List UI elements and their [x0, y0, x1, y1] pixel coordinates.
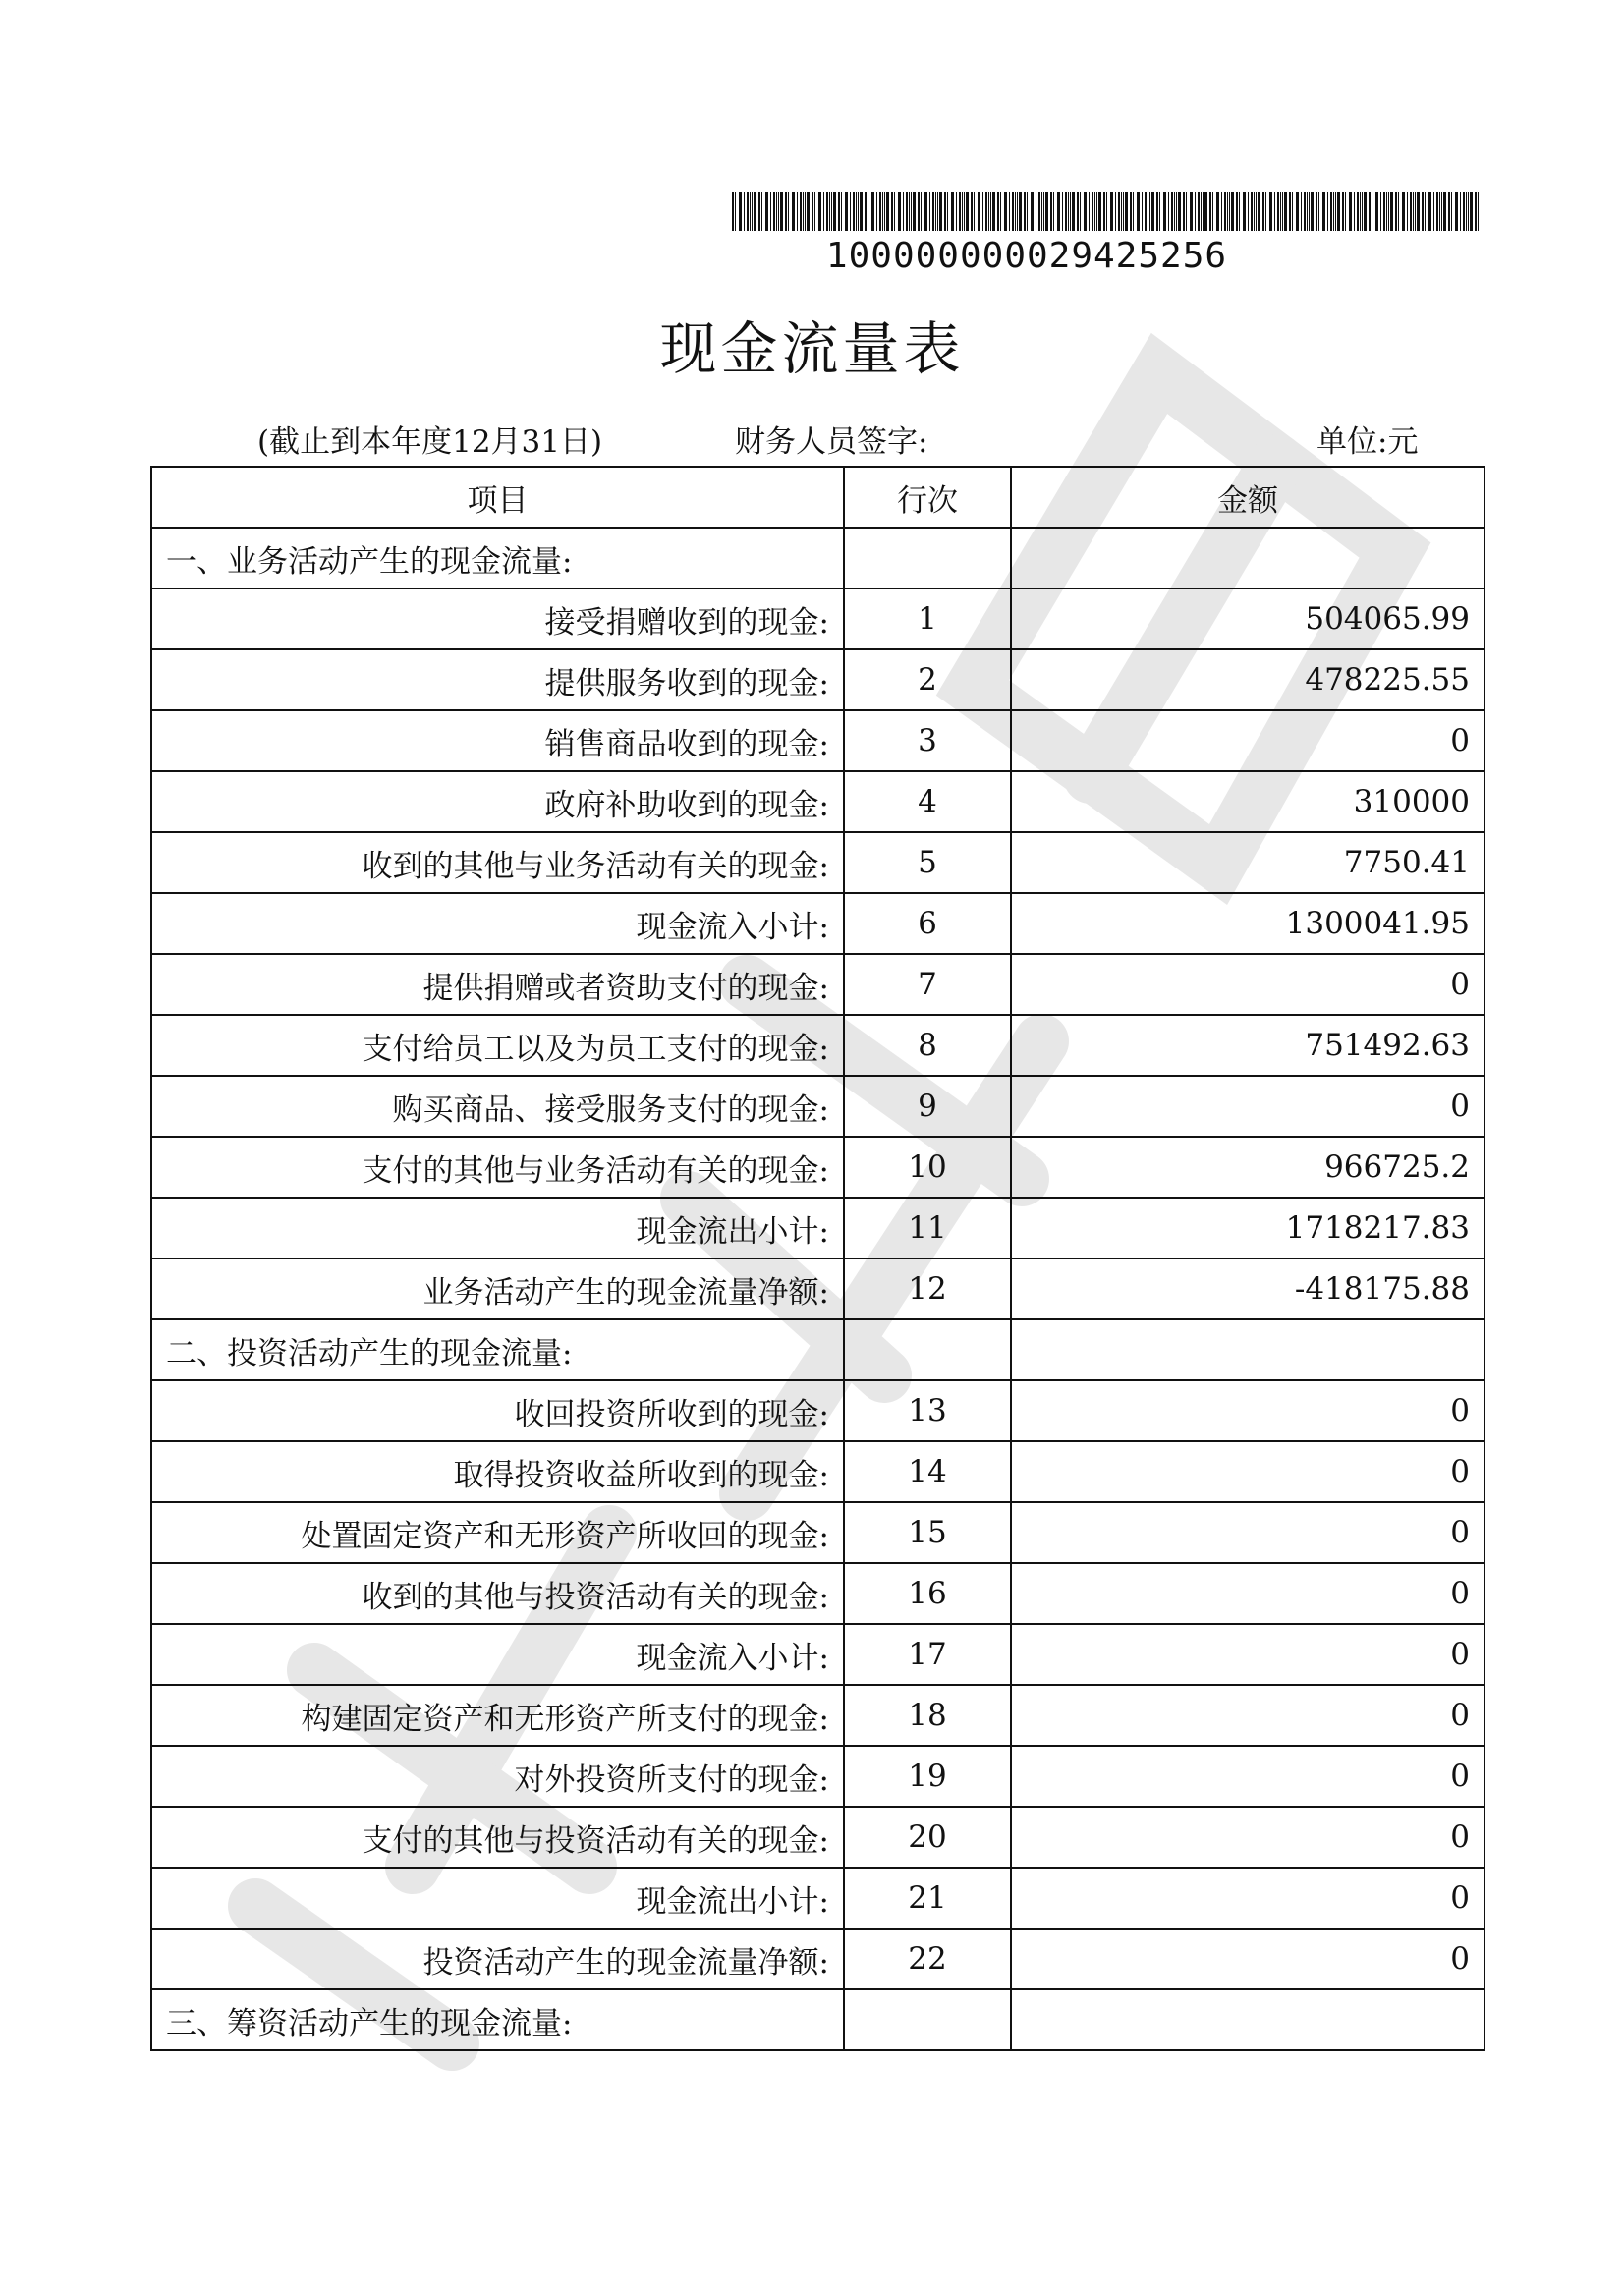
row-line-number: 19: [844, 1746, 1011, 1807]
row-line-number: 11: [844, 1198, 1011, 1259]
row-line-number: 16: [844, 1563, 1011, 1624]
row-item: 对外投资所支付的现金:: [151, 1746, 844, 1807]
row-line-number: 7: [844, 954, 1011, 1015]
row-line-number: 14: [844, 1441, 1011, 1502]
row-line-number: 20: [844, 1807, 1011, 1868]
row-amount: 0: [1011, 1441, 1484, 1502]
row-item: 二、投资活动产生的现金流量:: [151, 1319, 844, 1380]
signer-label: 财务人员签字:: [735, 424, 928, 460]
table-row: [151, 771, 1484, 832]
row-line-number: [844, 1319, 1011, 1380]
row-line-number: 8: [844, 1015, 1011, 1076]
row-item: 支付的其他与业务活动有关的现金:: [151, 1137, 844, 1198]
row-item: 销售商品收到的现金:: [151, 710, 844, 771]
row-item: 政府补助收到的现金:: [151, 771, 844, 832]
row-item: 收到的其他与投资活动有关的现金:: [151, 1563, 844, 1624]
barcode: [732, 192, 1484, 231]
row-amount: 7750.41: [1011, 832, 1484, 893]
row-amount: 1718217.83: [1011, 1198, 1484, 1259]
row-amount: 0: [1011, 1807, 1484, 1868]
row-item: 提供捐赠或者资助支付的现金:: [151, 954, 844, 1015]
row-item: 收回投资所收到的现金:: [151, 1380, 844, 1441]
row-amount: 0: [1011, 710, 1484, 771]
row-amount: [1011, 528, 1484, 588]
row-line-number: 5: [844, 832, 1011, 893]
row-amount: 0: [1011, 1929, 1484, 1989]
row-amount: 0: [1011, 1563, 1484, 1624]
row-amount: 310000: [1011, 771, 1484, 832]
table-row: [151, 710, 1484, 771]
table-row: [151, 1624, 1484, 1685]
table-row: [151, 1685, 1484, 1746]
row-line-number: 1: [844, 588, 1011, 649]
row-amount: 478225.55: [1011, 649, 1484, 710]
barcode-number: 100000000029425256: [825, 236, 1228, 276]
row-amount: 751492.63: [1011, 1015, 1484, 1076]
table-row: [151, 1563, 1484, 1624]
row-item: 现金流入小计:: [151, 893, 844, 954]
table-row: [151, 1929, 1484, 1989]
table-row: [151, 1015, 1484, 1076]
row-line-number: 4: [844, 771, 1011, 832]
row-amount: 0: [1011, 1868, 1484, 1929]
row-item: 购买商品、接受服务支付的现金:: [151, 1076, 844, 1137]
column-header-line: 行次: [844, 467, 1011, 528]
row-item: 三、筹资活动产生的现金流量:: [151, 1989, 844, 2050]
column-header-amount: 金额: [1011, 467, 1484, 528]
row-item: 收到的其他与业务活动有关的现金:: [151, 832, 844, 893]
table-row: [151, 1198, 1484, 1259]
row-item: 业务活动产生的现金流量净额:: [151, 1259, 844, 1319]
row-item: 现金流出小计:: [151, 1868, 844, 1929]
row-amount: 966725.2: [1011, 1137, 1484, 1198]
row-line-number: 17: [844, 1624, 1011, 1685]
row-amount: 0: [1011, 1685, 1484, 1746]
row-line-number: 13: [844, 1380, 1011, 1441]
row-amount: 0: [1011, 1624, 1484, 1685]
table-row: [151, 954, 1484, 1015]
section-row: [151, 528, 1484, 588]
row-item: 现金流入小计:: [151, 1624, 844, 1685]
row-amount: 1300041.95: [1011, 893, 1484, 954]
table-row: [151, 1502, 1484, 1563]
table-row: [151, 1259, 1484, 1319]
row-amount: -418175.88: [1011, 1259, 1484, 1319]
row-amount: 0: [1011, 954, 1484, 1015]
row-line-number: [844, 528, 1011, 588]
row-line-number: 2: [844, 649, 1011, 710]
row-item: 支付给员工以及为员工支付的现金:: [151, 1015, 844, 1076]
row-amount: 0: [1011, 1502, 1484, 1563]
row-line-number: 9: [844, 1076, 1011, 1137]
row-line-number: 12: [844, 1259, 1011, 1319]
row-line-number: 15: [844, 1502, 1011, 1563]
table-row: [151, 588, 1484, 649]
cash-flow-table: [150, 466, 1485, 2051]
row-line-number: [844, 1989, 1011, 2050]
row-item: 支付的其他与投资活动有关的现金:: [151, 1807, 844, 1868]
table-row: [151, 1746, 1484, 1807]
table-row: [151, 1137, 1484, 1198]
row-line-number: 18: [844, 1685, 1011, 1746]
unit-label: 单位:元: [1316, 424, 1419, 460]
table-header-row: [151, 467, 1484, 528]
row-line-number: 22: [844, 1929, 1011, 1989]
row-item: 取得投资收益所收到的现金:: [151, 1441, 844, 1502]
table-row: [151, 1380, 1484, 1441]
table-row: [151, 1441, 1484, 1502]
row-amount: 504065.99: [1011, 588, 1484, 649]
table-row: [151, 1807, 1484, 1868]
row-amount: [1011, 1319, 1484, 1380]
table-row: [151, 832, 1484, 893]
row-line-number: 10: [844, 1137, 1011, 1198]
date-note: (截止到本年度12月31日): [257, 424, 603, 460]
section-row: [151, 1989, 1484, 2050]
row-item: 现金流出小计:: [151, 1198, 844, 1259]
row-amount: 0: [1011, 1076, 1484, 1137]
row-line-number: 6: [844, 893, 1011, 954]
row-line-number: 3: [844, 710, 1011, 771]
row-amount: 0: [1011, 1380, 1484, 1441]
row-item: 一、业务活动产生的现金流量:: [151, 528, 844, 588]
column-header-item: 项目: [151, 467, 844, 528]
row-line-number: 21: [844, 1868, 1011, 1929]
section-row: [151, 1319, 1484, 1380]
row-item: 提供服务收到的现金:: [151, 649, 844, 710]
table-row: [151, 1076, 1484, 1137]
row-item: 处置固定资产和无形资产所收回的现金:: [151, 1502, 844, 1563]
row-amount: [1011, 1989, 1484, 2050]
table-row: [151, 649, 1484, 710]
document-title: 现金流量表: [659, 315, 965, 382]
table-row: [151, 893, 1484, 954]
table-row: [151, 1868, 1484, 1929]
row-item: 投资活动产生的现金流量净额:: [151, 1929, 844, 1989]
row-item: 构建固定资产和无形资产所支付的现金:: [151, 1685, 844, 1746]
row-amount: 0: [1011, 1746, 1484, 1807]
row-item: 接受捐赠收到的现金:: [151, 588, 844, 649]
